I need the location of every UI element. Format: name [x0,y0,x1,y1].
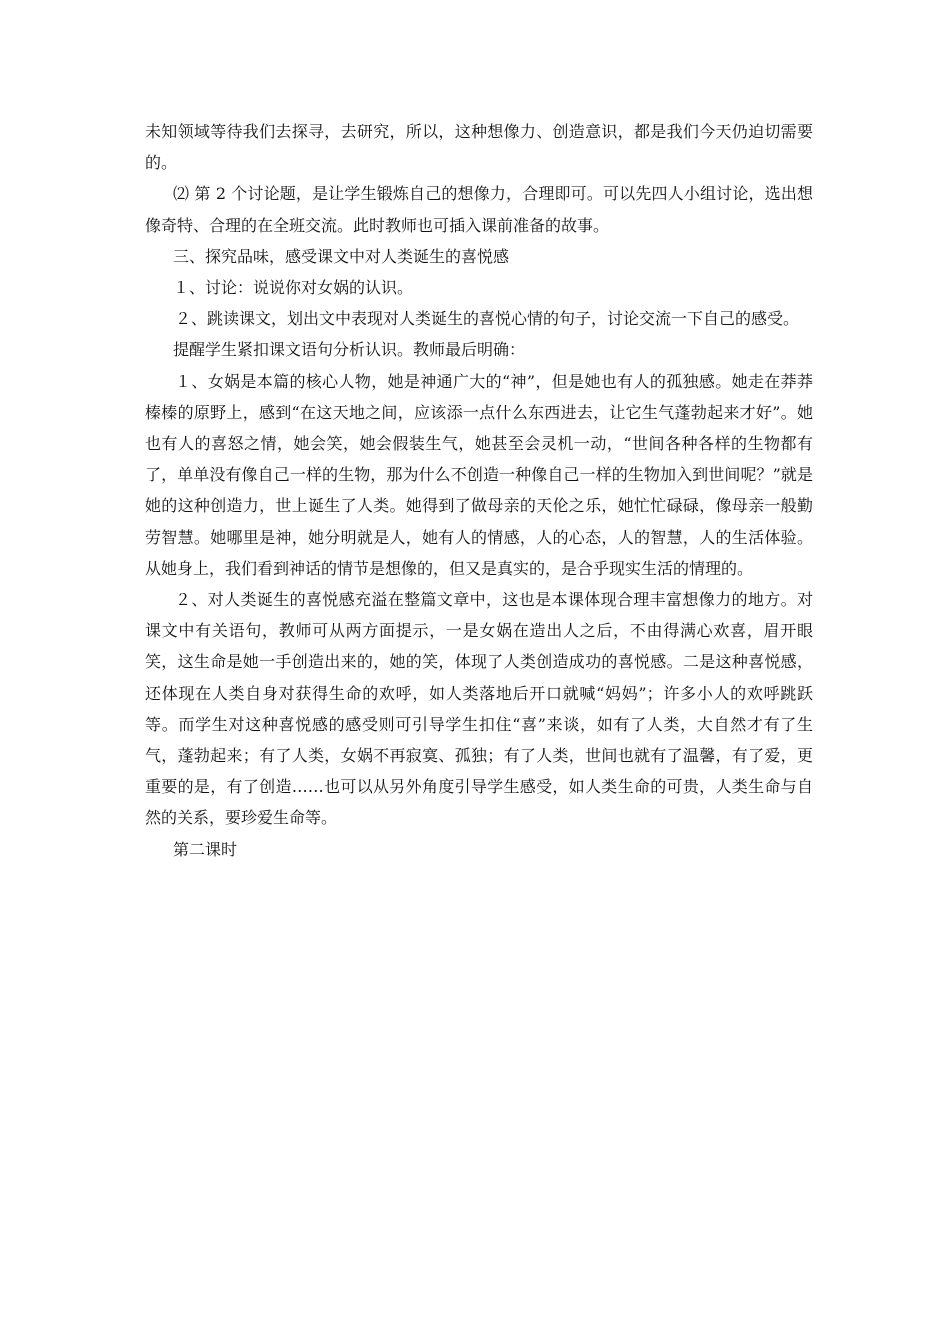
section-heading-second-lesson: 第二课时 [173,839,238,859]
section-heading-3: 三、探究品味，感受课文中对人类诞生的喜悦感 [173,246,510,266]
list-item-2: ２、跳读课文，划出文中表现对人类诞生的喜悦心情的句子，讨论交流一下自己的感受。 [175,309,800,329]
paragraph-nuwa-analysis: １、女娲是本篇的核心人物，她是神通广大的“神”，但是她也有人的孤独感。她走在莽莽榛榛的原野上，感到“在这天地之间，应该添一点什么东西进去，让它生气蓬勃起来才好”。她也有人的喜怒之情，她会笑，她会假装生气，她甚至会灵机一动，“世间各种各样的生物都有了，单单没有像自己一样的生物，那为什么不创造一种像自己一样的生物加入到世间呢？”就是她的这种创造力，世上诞生了人类。她得到了做母亲的天伦之乐，她忙忙碌碌，像母亲一般勤劳智慧。她哪里是神，她分明就是人，她有人的情感，人的心态，人的智慧，人的生活体验。从她身上，我们看到神话的情节是想像的，但又是真实的，是合乎现实生活的情理的。 [145,371,813,578]
paragraph-discussion-2: ⑵ 第 2 个讨论题，是让学生锻炼自己的想像力，合理即可。可以先四人小组讨论，选出想像奇特、合理的在全班交流。此时教师也可插入课前准备的故事。 [145,184,813,235]
paragraph-continuation: 未知领域等待我们去探寻，去研究，所以，这种想像力、创造意识，都是我们今天仍迫切需要的。 [145,122,813,173]
paragraph-reminder: 提醒学生紧扣课文语句分析认识。教师最后明确： [173,340,526,360]
document-page [145,116,813,865]
paragraph-joy-analysis: ２、对人类诞生的喜悦感充溢在整篇文章中，这也是本课体现合理丰富想像力的地方。对课文中有关语句，教师可从两方面提示，一是女娲在造出人之后，不由得满心欢喜，眉开眼笑，这生命是她一手创造出来的，她的笑，体现了人类创造成功的喜悦感。二是这种喜悦感，还体现在人类自身对获得生命的欢呼，如人类落地后开口就喊“妈妈”；许多小人的欢呼跳跃等。而学生对这种喜悦感的感受则可引导学生扣住“喜”来谈，如有了人类，大自然才有了生气，蓬勃起来；有了人类，女娲不再寂寞、孤独；有了人类，世间也就有了温馨，有了爱，更重要的是，有了创造……也可以从另外角度引导学生感受，如人类生命的可贵，人类生命与自然的关系，要珍爱生命等。 [145,590,813,828]
list-item-1: １、讨论：说说你对女娲的认识。 [173,278,414,298]
